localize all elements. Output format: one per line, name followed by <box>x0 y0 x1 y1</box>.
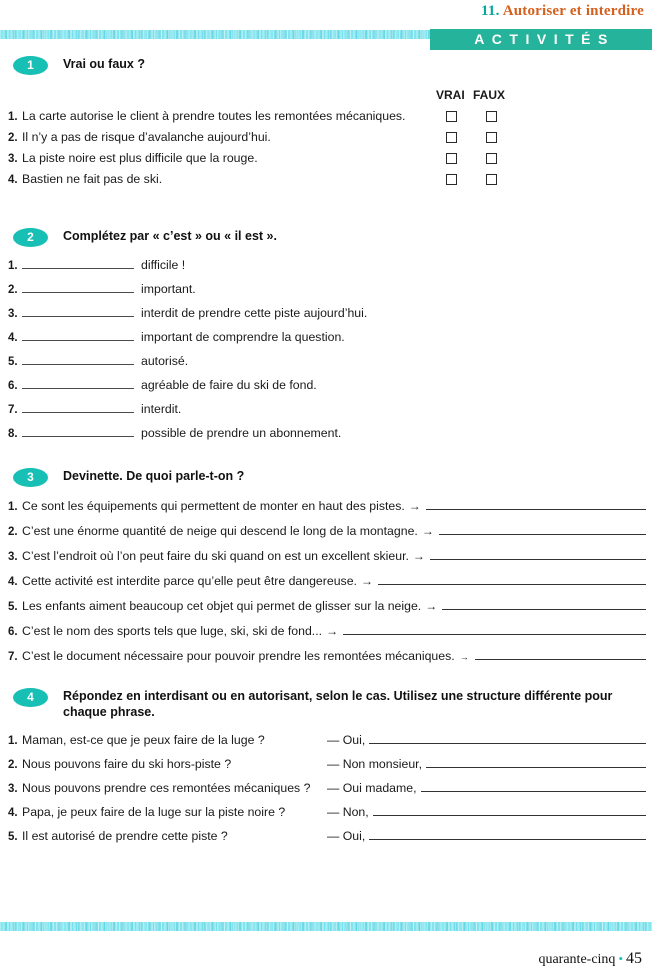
exercise-1 <box>0 56 652 186</box>
exercise-4-title: Répondez en interdisant ou en autorisant, selon le cas. Utilisez une structure différente pour chaque phrase. <box>63 689 613 719</box>
item-number: 4. <box>8 576 18 588</box>
list-item <box>0 548 652 573</box>
list-item <box>0 780 652 804</box>
answer-blank[interactable] <box>442 598 646 610</box>
item-text: autorisé. <box>141 354 189 368</box>
item-number: 6. <box>8 626 18 638</box>
checkbox-faux[interactable] <box>486 174 497 185</box>
list-item <box>0 732 652 756</box>
item-number: 6. <box>8 380 18 392</box>
item-text: difficile ! <box>141 258 186 272</box>
list-item <box>0 377 652 401</box>
answer-blank[interactable] <box>22 257 134 269</box>
list-item <box>0 281 652 305</box>
list-item <box>0 648 652 673</box>
list-item <box>0 828 652 852</box>
item-number: 4. <box>8 174 18 186</box>
item-number: 2. <box>8 526 18 538</box>
exercise-2-title: Complétez par « c’est » ou « il est ». <box>63 229 277 243</box>
item-text: C’est le document nécessaire pour pouvoir prendre les remontées mécaniques. <box>22 649 455 663</box>
answer-blank[interactable] <box>426 498 646 510</box>
answer-blank[interactable] <box>343 623 646 635</box>
item-text: Il n’y a pas de risque d’avalanche aujourd’hui. <box>22 130 271 144</box>
item-number: 4. <box>8 332 18 344</box>
item-number: 3. <box>8 551 18 563</box>
list-item <box>0 257 652 281</box>
list-item <box>0 498 652 523</box>
chapter-title <box>481 3 644 20</box>
item-text: Cette activité est interdite parce qu’elle peut être dangereuse. <box>22 574 357 588</box>
exercise-2-list <box>0 257 652 449</box>
arrow-icon: → <box>326 624 339 638</box>
list-item <box>0 401 652 425</box>
arrow-icon: → <box>425 599 438 613</box>
item-number: 2. <box>8 759 18 771</box>
answer-blank[interactable] <box>373 804 646 816</box>
list-item <box>0 151 652 172</box>
answer-blank[interactable] <box>378 573 646 585</box>
item-text: interdit de prendre cette piste aujourd’hui. <box>141 306 368 320</box>
exercise-4-header <box>0 688 652 720</box>
exercise-4-list <box>0 732 652 852</box>
chapter-name: Autoriser et interdire <box>502 3 644 19</box>
item-number: 8. <box>8 428 18 440</box>
item-number: 1. <box>8 735 18 747</box>
list-item <box>0 804 652 828</box>
exercise-3-title: Devinette. De quoi parle-t-on ? <box>63 469 245 483</box>
checkbox-faux[interactable] <box>486 132 497 143</box>
item-text: C’est l’endroit où l’on peut faire du ski quand on est un excellent skieur. <box>22 549 409 563</box>
list-item <box>0 172 652 193</box>
item-number: 3. <box>8 153 18 165</box>
answer-blank[interactable] <box>22 305 134 317</box>
exercise-1-title: Vrai ou faux ? <box>63 57 145 71</box>
list-item <box>0 425 652 449</box>
arrow-icon: → <box>412 549 425 563</box>
item-number: 3. <box>8 783 18 795</box>
item-question: Nous pouvons prendre ces remontées mécaniques ? <box>22 781 311 795</box>
checkbox-vrai[interactable] <box>446 153 457 164</box>
arrow-icon: → <box>360 574 373 588</box>
item-number: 2. <box>8 132 18 144</box>
item-text: Les enfants aiment beaucoup cet objet qui permet de glisser sur la neige. <box>22 599 422 613</box>
answer-blank[interactable] <box>22 329 134 341</box>
item-text: important. <box>141 282 196 296</box>
item-text: C’est une énorme quantité de neige qui descend le long de la montagne. <box>22 524 418 538</box>
item-number: 4. <box>8 807 18 819</box>
item-answer-prefix: — Oui madame, <box>327 781 417 795</box>
answer-blank[interactable] <box>369 732 646 744</box>
answer-blank[interactable] <box>439 523 646 535</box>
answer-blank[interactable] <box>430 548 646 560</box>
activites-banner: ACTIVITÉS <box>430 29 652 50</box>
exercise-4-badge: 4 <box>13 688 48 707</box>
checkbox-vrai[interactable] <box>446 111 457 122</box>
item-text: Bastien ne fait pas de ski. <box>22 172 163 186</box>
item-question: Il est autorisé de prendre cette piste ? <box>22 829 228 843</box>
item-text: La piste noire est plus difficile que la rouge. <box>22 151 258 165</box>
list-item <box>0 598 652 623</box>
item-question: Nous pouvons faire du ski hors-piste ? <box>22 757 232 771</box>
item-number: 1. <box>8 260 18 272</box>
checkbox-faux[interactable] <box>486 153 497 164</box>
list-item <box>0 523 652 548</box>
answer-blank[interactable] <box>22 401 134 413</box>
item-question: Papa, je peux faire de la luge sur la piste noire ? <box>22 805 286 819</box>
item-number: 1. <box>8 111 18 123</box>
exercise-3-badge: 3 <box>13 468 48 487</box>
item-text: Ce sont les équipements qui permettent de monter en haut des pistes. <box>22 499 405 513</box>
page-header <box>0 0 652 28</box>
item-number: 7. <box>8 404 18 416</box>
page-number: 45 <box>626 950 642 967</box>
exercise-3 <box>0 468 652 663</box>
list-item <box>0 109 652 130</box>
item-answer-prefix: — Oui, <box>327 733 366 747</box>
decorative-rule-bottom <box>0 922 652 931</box>
column-heading-faux: FAUX <box>473 88 506 102</box>
list-item <box>0 756 652 780</box>
answer-blank[interactable] <box>22 425 134 437</box>
list-item <box>0 130 652 151</box>
item-text: interdit. <box>141 402 182 416</box>
item-text: important de comprendre la question. <box>141 330 345 344</box>
list-item <box>0 573 652 598</box>
list-item <box>0 305 652 329</box>
exercise-1-list <box>0 109 652 193</box>
item-number: 2. <box>8 284 18 296</box>
item-text: possible de prendre un abonnement. <box>141 426 342 440</box>
item-number: 5. <box>8 356 18 368</box>
item-number: 5. <box>8 831 18 843</box>
list-item <box>0 623 652 648</box>
item-number: 5. <box>8 601 18 613</box>
item-answer-prefix: — Non monsieur, <box>327 757 423 771</box>
exercise-2-badge: 2 <box>13 228 48 247</box>
item-question: Maman, est-ce que je peux faire de la luge ? <box>22 733 265 747</box>
arrow-icon: → <box>421 524 434 538</box>
column-heading-vrai: VRAI <box>436 88 465 102</box>
answer-blank[interactable] <box>426 756 646 768</box>
exercise-2 <box>0 228 652 440</box>
item-text: C’est le nom des sports tels que luge, ski, ski de fond... <box>22 624 323 638</box>
item-text: La carte autorise le client à prendre toutes les remontées mécaniques. <box>22 109 406 123</box>
exercise-3-list <box>0 498 652 673</box>
item-number: 1. <box>8 501 18 513</box>
answer-blank[interactable] <box>22 281 134 293</box>
checkbox-vrai[interactable] <box>446 132 457 143</box>
page-word: quarante-cinq <box>538 952 616 967</box>
item-number: 7. <box>8 651 18 663</box>
exercise-2-header <box>0 228 652 248</box>
item-answer-prefix: — Non, <box>327 805 369 819</box>
answer-blank[interactable] <box>22 377 134 389</box>
exercise-3-header <box>0 468 652 488</box>
arrow-icon: → <box>459 652 469 662</box>
exercise-1-header <box>0 56 652 76</box>
chapter-number: 11. <box>481 3 500 19</box>
page-footer <box>538 950 642 968</box>
item-number: 3. <box>8 308 18 320</box>
answer-blank[interactable] <box>369 828 646 840</box>
answer-blank[interactable] <box>475 648 646 660</box>
checkbox-faux[interactable] <box>486 111 497 122</box>
item-answer-prefix: — Oui, <box>327 829 366 843</box>
list-item <box>0 353 652 377</box>
checkbox-vrai[interactable] <box>446 174 457 185</box>
answer-blank[interactable] <box>421 780 646 792</box>
list-item <box>0 329 652 353</box>
item-text: agréable de faire du ski de fond. <box>141 378 317 392</box>
exercise-4 <box>0 688 652 843</box>
exercise-1-badge: 1 <box>13 56 48 75</box>
arrow-icon: → <box>408 499 421 513</box>
bullet-icon: • <box>618 951 623 966</box>
answer-blank[interactable] <box>22 353 134 365</box>
